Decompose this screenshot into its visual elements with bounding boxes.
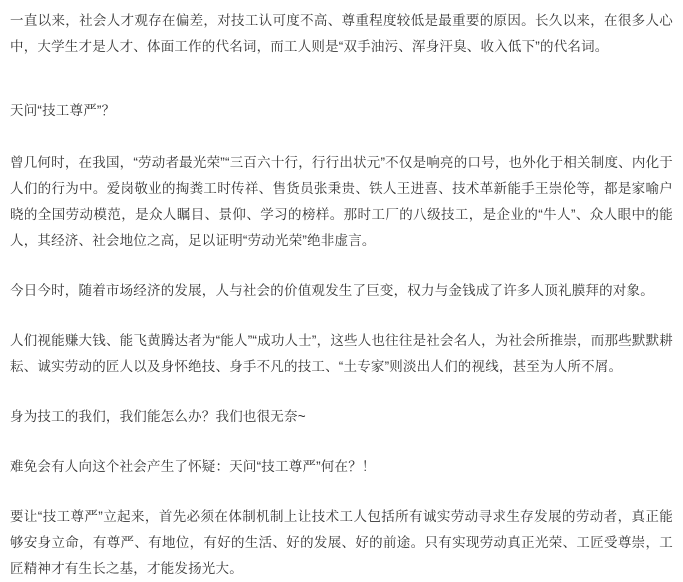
paragraph-today: 今日今时，随着市场经济的发展，人与社会的价值观发生了巨变，权力与金钱成了许多人顶礼膜拜的对象。 [10,283,654,298]
paragraph-conclusion: 要让“技工尊严”立起来，首先必须在体制机制上让技术工人包括所有诚实劳动寻求生存发展的劳动者，真正能够安身立命，有尊严、有地位，有好的生活、好的发展、好的前途。只有实现劳动真正光荣、工匠受尊崇，工匠精神才有生长之基，才能发扬光大。 [10,509,673,576]
paragraph-intro: 一直以来，社会人才观存在偏差，对技工认可度不高、尊重程度较低是最重要的原因。长久以来，在很多人心中，大学生才是人才、体面工作的代名词，而工人则是“双手油污、浑身汗臭、收入低下”的代名词。 [10,13,673,54]
section-spacer [10,84,673,98]
paragraph-question-heading: 天问“技工尊严”？ [10,103,116,118]
paragraph-history: 曾几何时，在我国，“劳动者最光荣”“三百六十行，行行出状元”不仅是响亮的口号，也外化于相关制度、内化于人们的行为中。爱岗敬业的掏粪工时传祥、售货员张秉贵、铁人王进喜、技术革新能手王崇伦等，都是家喻户晓的全国劳动模范，是众人瞩目、景仰、学习的榜样。那时工厂的八级技工，是企业的“牛人”、众人眼中的能人，其经济、社会地位之高，足以证明“劳动光荣”绝非虚言。 [10,155,673,248]
paragraph-helpless: 身为技工的我们，我们能怎么办？我们也很无奈~ [10,409,306,424]
paragraph-values: 人们视能赚大钱、能飞黄腾达者为“能人”“成功人士”，这些人也往往是社会名人，为社会所推崇，而那些默默耕耘、诚实劳动的匠人以及身怀绝技、身手不凡的技工、“土专家”则淡出人们的视线，甚至为人所不屑。 [10,333,673,374]
paragraph-doubt: 难免会有人向这个社会产生了怀疑：天问“技工尊严”何在？！ [10,459,376,474]
